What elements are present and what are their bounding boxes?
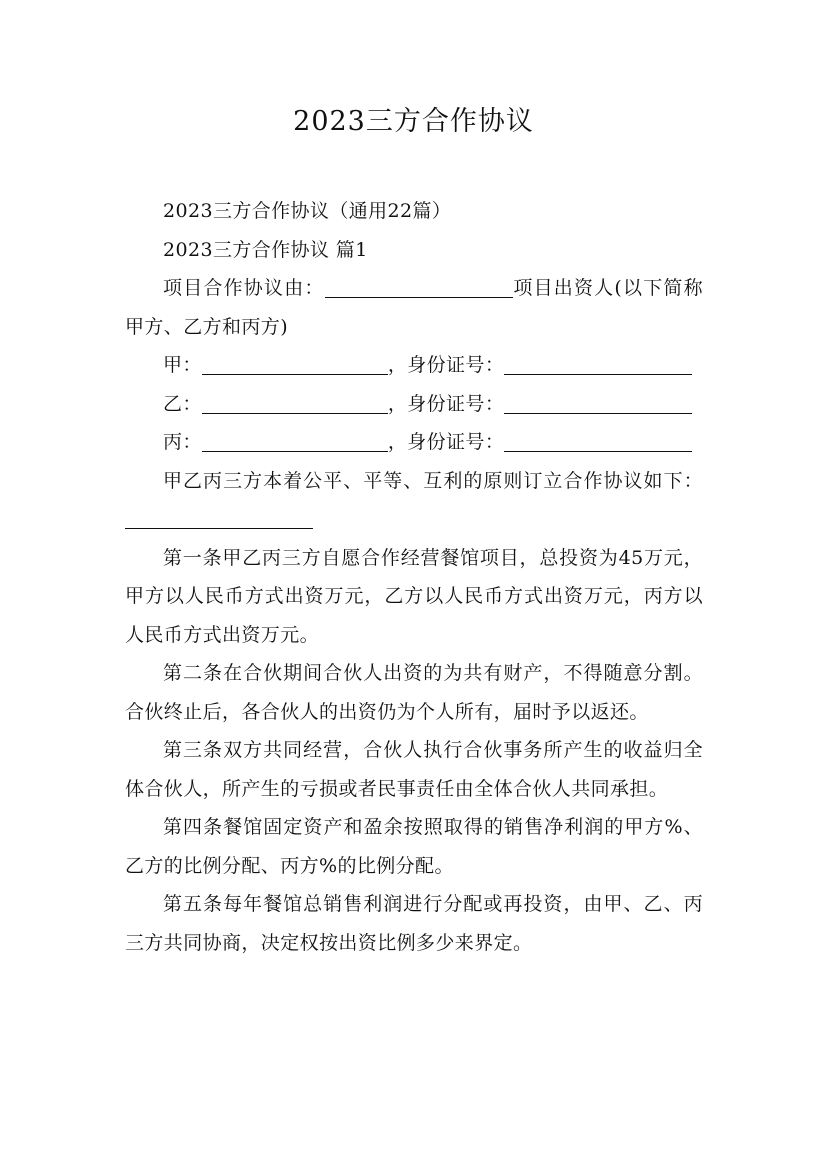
project-name-blank[interactable] [325, 275, 513, 298]
clause-5: 第五条每年餐馆总销售利润进行分配或再投资，由甲、乙、丙三方共同协商，决定权按出资比例多少来界定。 [125, 893, 703, 954]
document-body [125, 192, 703, 962]
principle-blank[interactable] [125, 506, 313, 529]
party-row-a [125, 346, 703, 385]
id-label: ，身份证号： [387, 431, 505, 453]
id-number-blank[interactable] [504, 391, 692, 414]
id-number-blank[interactable] [504, 429, 692, 452]
clause-2: 第二条在合伙期间合伙人出资的为共有财产，不得随意分割。合伙终止后，各合伙人的出资仍为个人所有，届时予以返还。 [125, 662, 703, 723]
party-row-b [125, 385, 703, 424]
principle-paragraph [125, 462, 703, 539]
clause-1: 第一条甲乙丙三方自愿合作经营餐馆项目，总投资为45万元，甲方以人民币方式出资万元，乙方以人民币方式出资万元，丙方以人民币方式出资万元。 [125, 546, 703, 646]
subtitle-line: 2023三方合作协议（通用22篇） [163, 200, 452, 222]
article-heading: 2023三方合作协议 篇1 [163, 238, 368, 261]
party-label: 乙： [163, 392, 202, 415]
intro-suffix: 项目出资人(以下简称甲方、乙方和丙方) [125, 277, 703, 338]
id-label: ，身份证号： [387, 354, 505, 376]
party-name-blank[interactable] [202, 429, 388, 452]
document-title: 2023三方合作协议 [293, 106, 534, 137]
clause-3: 第三条双方共同经营，合伙人执行合伙事务所产生的收益归全体合伙人，所产生的亏损或者民事责任由全体合伙人共同承担。 [125, 739, 703, 800]
party-label: 甲： [163, 354, 202, 376]
intro-paragraph [125, 269, 703, 346]
party-label: 丙： [163, 431, 202, 453]
id-number-blank[interactable] [504, 352, 692, 375]
principle-text: 甲乙丙三方本着公平、平等、互利的原则订立合作协议如下： [163, 469, 703, 492]
party-name-blank[interactable] [202, 352, 388, 375]
party-row-c [125, 423, 703, 462]
clause-4: 第四条餐馆固定资产和盈余按照取得的销售净利润的甲方%、乙方的比例分配、丙方%的比例分配。 [125, 816, 703, 877]
intro-prefix: 项目合作协议由： [163, 277, 325, 299]
party-name-blank[interactable] [202, 391, 388, 414]
id-label: ，身份证号： [387, 392, 505, 415]
